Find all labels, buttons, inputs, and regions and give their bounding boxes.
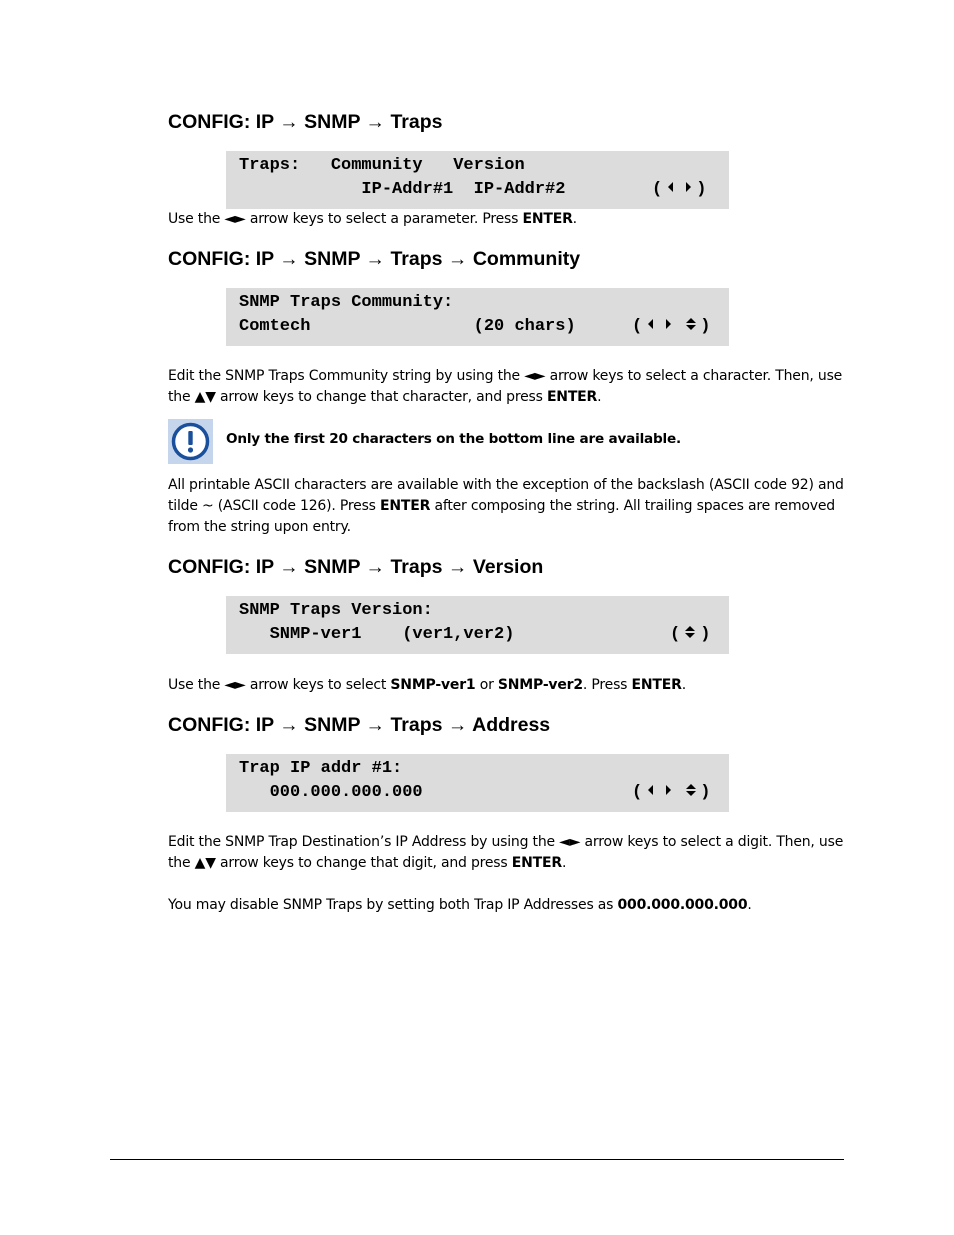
section-heading-traps: CONFIG: IP → SNMP → Traps <box>168 111 443 133</box>
lcd-display-address <box>226 754 729 812</box>
left-right-up-down-arrows-icon: ( ) <box>632 317 711 336</box>
section-heading-version: CONFIG: IP → SNMP → Traps → Version <box>168 556 544 578</box>
lcd-line-1: Traps: Community Version <box>239 156 525 175</box>
info-icon <box>168 419 213 464</box>
address-instructions: Edit the SNMP Trap Destination’s IP Address by using the ◄► arrow keys to select a digit. Then, use the ▲▼ arrow keys to change that digit, and press ENTER. <box>168 834 844 871</box>
traps-instructions: Use the ◄► arrow keys to select a parameter. Press ENTER. <box>168 211 577 227</box>
community-instructions: Edit the SNMP Traps Community string by using the ◄► arrow keys to select a character. Then, use the ▲▼ arrow keys to change that character, and press ENTER. <box>168 368 843 405</box>
version-instructions: Use the ◄► arrow keys to select SNMP-ver1 or SNMP-ver2. Press ENTER. <box>168 677 686 693</box>
lcd-line-2: IP-Addr#1 IP-Addr#2 <box>239 180 566 199</box>
lcd-line-2: SNMP-ver1 (ver1,ver2) <box>239 625 515 644</box>
left-right-arrows-icon: ( ) <box>652 180 707 199</box>
lcd-display-community <box>226 288 729 346</box>
ascii-instructions: All printable ASCII characters are available with the exception of the backslash (ASCII code 92) and tilde ~ (ASCII code 126). Press ENTER after composing the string. All trailing spaces are removed from the string upon entry. <box>168 477 844 535</box>
lcd-line-2: Comtech (20 chars) <box>239 317 576 336</box>
lcd-display-version <box>226 596 729 654</box>
section-heading-community: CONFIG: IP → SNMP → Traps → Community <box>168 248 581 270</box>
section-heading-address: CONFIG: IP → SNMP → Traps → Address <box>168 714 551 736</box>
note-text: Only the first 20 characters on the bottom line are available. <box>226 431 681 447</box>
disable-traps-note: You may disable SNMP Traps by setting both Trap IP Addresses as 000.000.000.000. <box>168 897 752 913</box>
left-right-up-down-arrows-icon: ( ) <box>632 783 711 802</box>
up-down-arrows-icon: ( ) <box>670 625 711 644</box>
lcd-line-1: Trap IP addr #1: <box>239 759 403 778</box>
lcd-line-1: SNMP Traps Community: <box>239 293 454 312</box>
lcd-line-2: 000.000.000.000 <box>239 783 423 802</box>
lcd-display-traps <box>226 151 729 209</box>
lcd-line-1: SNMP Traps Version: <box>239 601 433 620</box>
footer-rule <box>110 1159 844 1160</box>
